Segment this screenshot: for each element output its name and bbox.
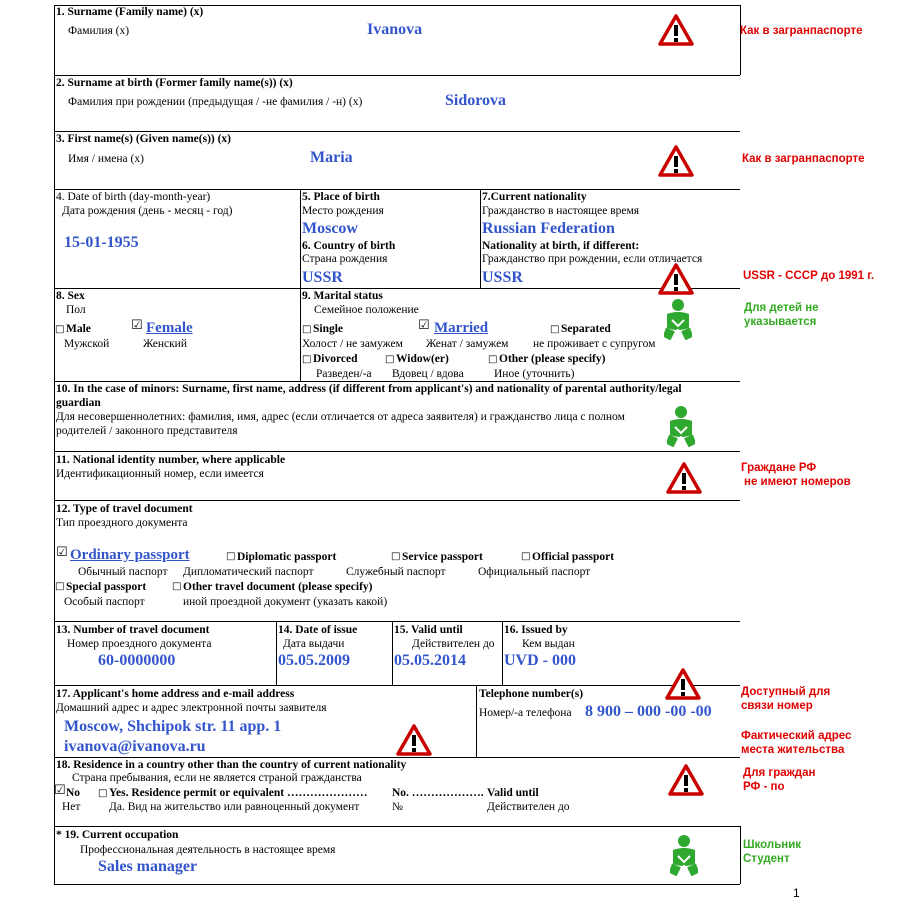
rule-4 bbox=[54, 288, 740, 289]
yes-checkbox[interactable]: □ bbox=[98, 788, 108, 799]
s7-note: USSR - СССР до 1991 г. bbox=[743, 270, 875, 282]
num-ru: № bbox=[392, 801, 403, 813]
rule-v-14 bbox=[276, 621, 277, 685]
s7-label2: Nationality at birth, if different: bbox=[482, 240, 640, 252]
special-ru: Особый паспорт bbox=[64, 596, 145, 608]
warning-icon bbox=[658, 14, 694, 46]
official-ru: Официальный паспорт bbox=[478, 566, 591, 578]
other-doc-checkbox[interactable]: □ bbox=[172, 581, 182, 592]
s5-label: 5. Place of birth bbox=[302, 191, 380, 203]
s18-note-1: Для граждан bbox=[743, 767, 816, 779]
s4-value[interactable]: 15-01-1955 bbox=[64, 234, 139, 251]
s12-sub: Тип проездного документа bbox=[56, 517, 188, 529]
s18-label: 18. Residence in a country other than the country of current nationality bbox=[56, 759, 407, 771]
single-ru: Холост / не замужем bbox=[302, 338, 403, 350]
warning-icon bbox=[666, 462, 702, 494]
rule-right-top bbox=[740, 5, 741, 75]
phone-label: Telephone number(s) bbox=[479, 688, 584, 700]
ordinary-passport-value[interactable]: Ordinary passport bbox=[70, 547, 190, 563]
single-label: Single bbox=[313, 323, 344, 335]
rule-v-9 bbox=[300, 288, 301, 381]
rule-v-phone bbox=[476, 685, 477, 757]
other-label: Other (please specify) bbox=[499, 353, 606, 365]
rule-11 bbox=[54, 826, 740, 827]
s17-note-3: Фактический адрес bbox=[741, 730, 852, 742]
s11-sub: Идентификационный номер, если имеется bbox=[56, 468, 264, 480]
s3-sub: Имя / имена (x) bbox=[68, 153, 144, 165]
widow-label: Widow(er) bbox=[396, 353, 449, 365]
female-ru: Женский bbox=[143, 338, 187, 350]
s11-label: 11. National identity number, where applicable bbox=[56, 454, 286, 466]
s7-sub: Гражданство в настоящее время bbox=[482, 205, 640, 217]
s2-label: 2. Surname at birth (Former family name(s)) (x) bbox=[56, 77, 293, 89]
service-checkbox[interactable]: □ bbox=[391, 551, 401, 562]
other-checkbox[interactable]: □ bbox=[488, 354, 498, 365]
s17-email[interactable]: ivanova@ivanova.ru bbox=[64, 738, 206, 755]
warning-icon bbox=[658, 263, 694, 295]
valid-ru: Действителен до bbox=[487, 801, 570, 813]
single-checkbox[interactable]: □ bbox=[302, 324, 312, 335]
no-label: No bbox=[66, 787, 81, 799]
s13-label: 13. Number of travel document bbox=[56, 624, 210, 636]
s18-note-2: РФ - по bbox=[743, 781, 785, 793]
s10-sub: Для несовершеннолетних: фамилия, имя, адрес (если отличается от адреса заявителя) и гражданство лица с полном bbox=[56, 411, 625, 423]
ordinary-ru: Обычный паспорт bbox=[78, 566, 168, 578]
male-ru: Мужской bbox=[64, 338, 110, 350]
other-doc-label: Other travel document (please specify) bbox=[183, 581, 373, 593]
warning-icon bbox=[665, 668, 701, 700]
other-ru: Иное (уточнить) bbox=[494, 368, 575, 380]
s10-label: 10. In the case of minors: Surname, first name, address (if different from applicant's) and nationality of parental authority/legal bbox=[56, 383, 682, 395]
service-ru: Служебный паспорт bbox=[346, 566, 446, 578]
rule-10 bbox=[54, 757, 740, 758]
s13-value[interactable]: 60-0000000 bbox=[98, 652, 176, 669]
s16-label: 16. Issued by bbox=[504, 624, 568, 636]
s15-label: 15. Valid until bbox=[394, 624, 463, 636]
rule-1 bbox=[54, 75, 740, 76]
s2-sub: Фамилия при рождении (предыдущая / -не фамилия / -н) (x) bbox=[68, 96, 363, 108]
diplomatic-ru: Дипломатический паспорт bbox=[183, 566, 314, 578]
rule-v-5 bbox=[300, 189, 301, 288]
s5-sub: Место рождения bbox=[302, 205, 384, 217]
male-label: Male bbox=[66, 323, 91, 335]
divorced-label: Divorced bbox=[313, 353, 358, 365]
s19-note-1: Школьник bbox=[743, 839, 802, 851]
widow-checkbox[interactable]: □ bbox=[385, 354, 395, 365]
s14-sub: Дата выдачи bbox=[283, 638, 345, 650]
s7-value2[interactable]: USSR bbox=[482, 269, 523, 286]
s19-note-2: Студент bbox=[743, 853, 790, 865]
s10-sub-b: родителей / законного представителя bbox=[56, 425, 238, 437]
s17-note-4: места жительства bbox=[741, 744, 845, 756]
rule-9 bbox=[54, 685, 740, 686]
other-doc-ru: иной проездной документ (указать какой) bbox=[183, 596, 388, 608]
special-checkbox[interactable]: □ bbox=[55, 581, 65, 592]
rule-7 bbox=[54, 500, 740, 501]
s16-value[interactable]: UVD - 000 bbox=[504, 652, 576, 669]
s17-address[interactable]: Moscow, Shchipok str. 11 app. 1 bbox=[64, 718, 282, 735]
warning-icon bbox=[658, 145, 694, 177]
s13-sub: Номер проездного документа bbox=[67, 638, 212, 650]
diplomatic-checkbox[interactable]: □ bbox=[226, 551, 236, 562]
s11-note-1: Граждане РФ bbox=[741, 462, 817, 474]
warning-icon bbox=[396, 724, 432, 756]
male-checkbox[interactable]: □ bbox=[55, 324, 65, 335]
s1-sub: Фамилия (x) bbox=[68, 25, 130, 37]
s3-note: Как в загранпаспорте bbox=[742, 153, 865, 165]
separated-ru: не проживает с супругом bbox=[533, 338, 656, 350]
s8-note-1: Для детей не bbox=[744, 302, 819, 314]
child-icon bbox=[664, 298, 692, 340]
s7-label: 7.Current nationality bbox=[482, 191, 587, 203]
warning-icon bbox=[668, 764, 704, 796]
child-icon bbox=[670, 834, 698, 876]
s14-value[interactable]: 05.05.2009 bbox=[278, 652, 350, 669]
s15-value[interactable]: 05.05.2014 bbox=[394, 652, 466, 669]
rule-5 bbox=[54, 381, 740, 382]
official-label: Official passport bbox=[532, 551, 615, 563]
rule-2 bbox=[54, 131, 740, 132]
s19-label: * 19. Current occupation bbox=[56, 829, 179, 841]
s9-label: 9. Marital status bbox=[302, 290, 383, 302]
married-ru: Женат / замужем bbox=[426, 338, 509, 350]
rule-3 bbox=[54, 189, 740, 190]
s17-label: 17. Applicant's home address and e-mail address bbox=[56, 688, 295, 700]
married-checkbox-checked-icon[interactable]: ☑ bbox=[418, 318, 430, 333]
page-number: 1 bbox=[793, 886, 800, 900]
divorced-ru: Разведен/-а bbox=[316, 368, 372, 380]
no-checkbox-checked-icon[interactable]: ☑ bbox=[54, 783, 66, 798]
s4-sub: Дата рождения (день - месяц - год) bbox=[62, 205, 233, 217]
rule-bottom bbox=[54, 884, 740, 885]
rule-v-15 bbox=[392, 621, 393, 685]
s8-sub: Пол bbox=[66, 304, 86, 316]
s2-value[interactable]: Sidorova bbox=[445, 92, 507, 109]
s1-note: Как в загранпаспорте bbox=[740, 25, 863, 37]
s6-sub: Страна рождения bbox=[302, 253, 388, 265]
s16-sub: Кем выдан bbox=[522, 638, 575, 650]
rule-left bbox=[54, 5, 55, 885]
s6-value[interactable]: USSR bbox=[302, 269, 343, 286]
s1-surname-value[interactable]: Ivanova bbox=[367, 21, 423, 38]
s7-value[interactable]: Russian Federation bbox=[482, 220, 615, 237]
yes-label: Yes. Residence permit or equivalent ………………… bbox=[109, 787, 368, 799]
s17-note-1: Доступный для bbox=[741, 686, 831, 698]
s19-sub: Профессиональная деятельность в настоящее время bbox=[80, 844, 336, 856]
rule-v-7 bbox=[480, 189, 481, 288]
no-ru: Нет bbox=[62, 801, 81, 813]
separated-label: Separated bbox=[561, 323, 611, 335]
s3-label: 3. First name(s) (Given name(s)) (x) bbox=[56, 133, 232, 145]
official-checkbox[interactable]: □ bbox=[521, 551, 531, 562]
s12-label: 12. Type of travel document bbox=[56, 503, 193, 515]
service-label: Service passport bbox=[402, 551, 483, 563]
s17-note-2: связи номер bbox=[741, 700, 813, 712]
s7-sub2: Гражданство при рождении, если отличается bbox=[482, 253, 703, 265]
married-value[interactable]: Married bbox=[434, 320, 489, 336]
s1-label: 1. Surname (Family name) (x) bbox=[56, 6, 204, 18]
ordinary-checkbox-checked-icon[interactable]: ☑ bbox=[56, 545, 68, 560]
phone-value[interactable]: 8 900 – 000 -00 -00 bbox=[585, 703, 712, 720]
yes-ru: Да. Вид на жительство или равноценный документ bbox=[109, 801, 360, 813]
s9-sub: Семейное положение bbox=[314, 304, 419, 316]
divorced-checkbox[interactable]: □ bbox=[302, 354, 312, 365]
widow-ru: Вдовец / вдова bbox=[392, 368, 464, 380]
separated-checkbox[interactable]: □ bbox=[550, 324, 560, 335]
rule-6 bbox=[54, 451, 740, 452]
s8-label: 8. Sex bbox=[56, 290, 85, 302]
s17-sub: Домашний адрес и адрес электронной почты заявителя bbox=[56, 702, 327, 714]
s11-note-2: не имеют номеров bbox=[744, 476, 851, 488]
child-icon bbox=[667, 405, 695, 447]
female-value[interactable]: Female bbox=[146, 320, 193, 336]
s4-label: 4. Date of birth (day-month-year) bbox=[56, 191, 211, 203]
female-checkbox-checked-icon[interactable]: ☑ bbox=[131, 318, 143, 333]
s3-value[interactable]: Maria bbox=[310, 149, 353, 166]
rule-right-bottom bbox=[740, 826, 741, 884]
rule-v-16 bbox=[502, 621, 503, 685]
s8-note-2: указывается bbox=[744, 316, 817, 328]
s6-label: 6. Country of birth bbox=[302, 240, 396, 252]
special-label: Special passport bbox=[66, 581, 147, 593]
s14-label: 14. Date of issue bbox=[278, 624, 358, 636]
rule-8 bbox=[54, 621, 740, 622]
valid-label: Valid until bbox=[487, 787, 539, 799]
s10-label-b: guardian bbox=[56, 397, 101, 409]
s19-value[interactable]: Sales manager bbox=[98, 858, 198, 875]
s15-sub: Действителен до bbox=[412, 638, 495, 650]
s5-value[interactable]: Moscow bbox=[302, 220, 358, 237]
diplomatic-label: Diplomatic passport bbox=[237, 551, 337, 563]
num-label: No. ………………. bbox=[392, 787, 484, 799]
s18-sub: Страна пребывания, если не является страной гражданства bbox=[72, 772, 362, 784]
phone-sub: Номер/-а телефона bbox=[479, 707, 572, 719]
